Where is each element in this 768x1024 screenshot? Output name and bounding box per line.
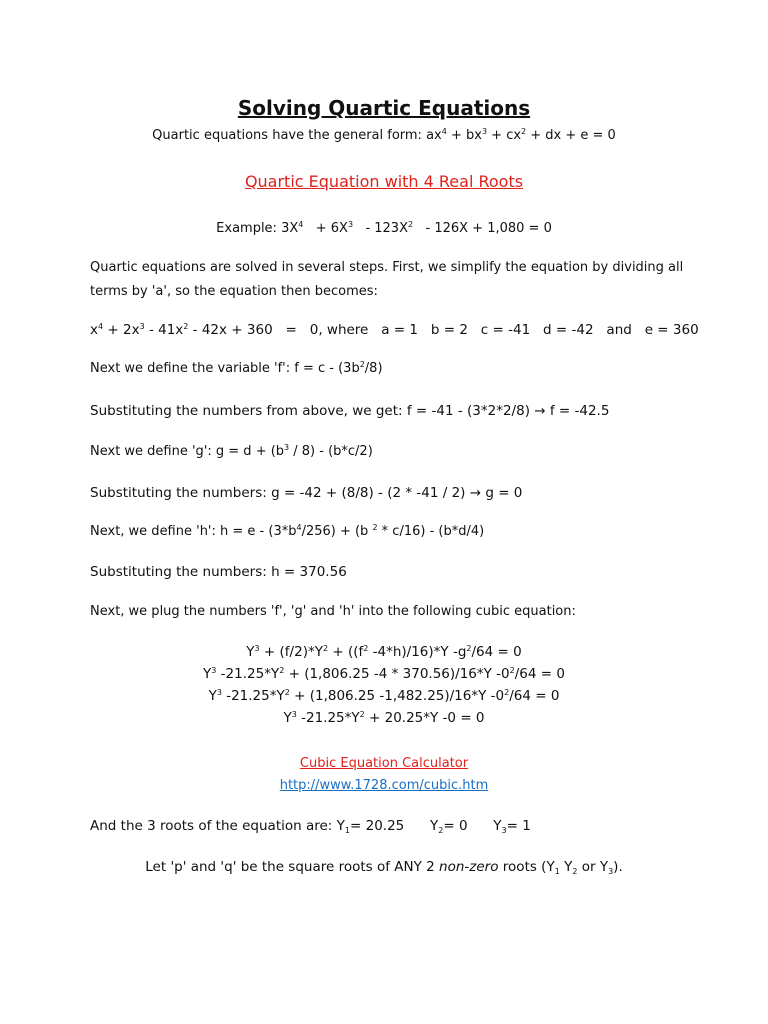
simplified-equation: $x^4 + 2x^3 - 41x^2 - 42x + 360 = 0$, where a = 1 b = 2 c = -41 d = -42 and e = 360 xyxy=(90,322,699,338)
cubic-calculator-link[interactable]: http://www.1728.com/cubic.htm xyxy=(279,778,489,793)
substitute-g-line: Substituting the numbers: g = -42 + (8/8) - (2 * -41 / 2) → g = 0 xyxy=(90,485,523,501)
general-form-line: Quartic equations have the general form: $ax^4 + bx^3 + cx^2$ + dx + e = 0 xyxy=(152,127,616,143)
substitute-f-line: Substituting the numbers from above, we get: f = -41 - (3*2*2/8) → f = -42.5 xyxy=(90,403,610,419)
intro-text-line-2: terms by 'a', so the equation then becomes: xyxy=(90,284,378,299)
cubic-equation-4: $Y^3$ $-21.25*Y^2 + 20.25*Y$ -0 = 0 xyxy=(283,710,485,726)
define-f-line: Next we define the variable 'f': $f = c - (3b^2/8)$ xyxy=(90,360,383,376)
example-equation: Example: $3X^4 + 6X^3 - 123X^2 - 126X + 1,080 = 0$ xyxy=(216,220,552,236)
roots-line: And the 3 roots of the equation are: $Y_1= 20.25$ $Y_2= 0$ $Y_3= 1$ xyxy=(90,818,531,835)
cubic-equation-2: $Y^3$ $-21.25*Y^2 + (1,806.25$ -4 * 370.56)/16*Y $-0^2/64 = 0$ xyxy=(203,666,565,682)
intro-text-line-1: Quartic equations are solved in several steps. First, we simplify the equation by dividing all xyxy=(90,260,684,275)
section-heading: Quartic Equation with 4 Real Roots xyxy=(244,172,524,191)
page-title: Solving Quartic Equations xyxy=(237,96,531,120)
cubic-equation-3: $Y^3$ $-21.25*Y^2 + (1,806.25$ -1,482.25)/16*Y $-0^2/64 = 0$ xyxy=(208,688,560,704)
plug-in-line: Next, we plug the numbers 'f', 'g' and 'h' into the following cubic equation: xyxy=(90,604,576,619)
cubic-calculator-link-row xyxy=(0,777,768,795)
cubic-equation-1: $Y^3 + (f/2)*Y^2 + ((f^2$ -4*h)/16)*Y $-g^2/64 = 0$ xyxy=(246,644,522,660)
define-g-line: Next we define 'g': $g = d + (b^3 / 8) - (b*c/2)$ xyxy=(90,443,373,459)
substitute-h-line: Substituting the numbers: h = 370.56 xyxy=(90,564,347,580)
define-h-line: Next, we define 'h': $h = e - (3*b^4/256) + (b$ $^2$ * c/16) - (b*d/4) xyxy=(90,523,485,539)
final-instruction-line: Let 'p' and 'q' be the square roots of ANY 2 non-zero roots ($Y_1$ $Y_2$ or $Y_3$). xyxy=(145,859,623,876)
cubic-calculator-title: Cubic Equation Calculator xyxy=(299,756,469,771)
